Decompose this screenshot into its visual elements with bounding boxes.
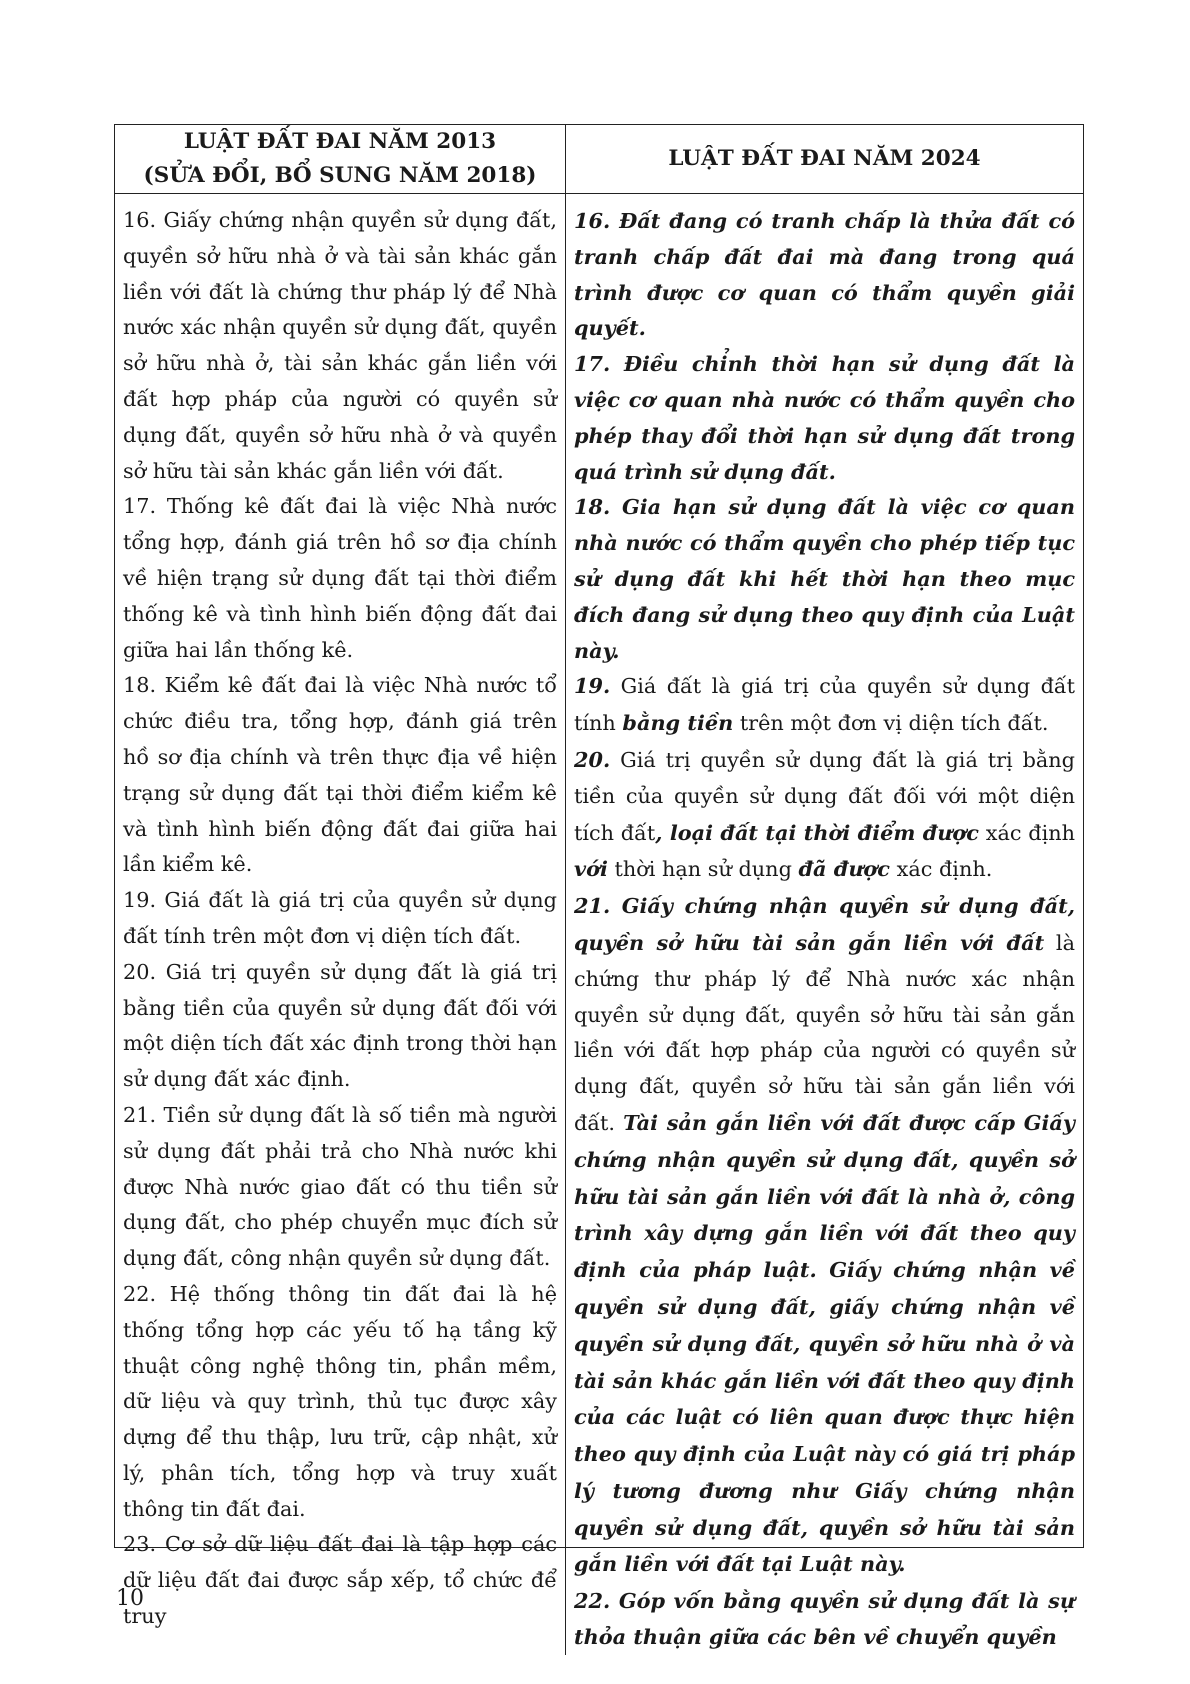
right-clause-20-emphasis-2: với bbox=[574, 856, 608, 882]
left-clause-18: 18. Kiểm kê đất đai là việc Nhà nước tổ chức điều tra, tổng hợp, đánh giá trên hồ sơ địa chính và trên thực địa về hiện trạng sử dụng đất tại thời điểm kiểm kê và tình hình biến động đất đai giữa hai lần kiểm kê. bbox=[123, 673, 557, 877]
right-clause-20-number: 20. bbox=[574, 746, 611, 772]
header-right-title: LUẬT ĐẤT ĐAI NĂM 2024 bbox=[668, 146, 981, 171]
right-column-2024 bbox=[566, 194, 1083, 1655]
right-clause-16: 16. Đất đang có tranh chấp là thửa đất có tranh chấp đất đai mà đang trong quá trình được cơ quan có thẩm quyền giải quyết. bbox=[574, 208, 1075, 341]
left-clause-21: 21. Tiền sử dụng đất là số tiền mà người sử dụng đất phải trả cho Nhà nước khi được Nhà nước giao đất có thu tiền sử dụng đất, cho phép chuyển mục đích sử dụng đất, công nhận quyền sử dụng đất. bbox=[123, 1102, 557, 1271]
left-column-2013 bbox=[115, 194, 566, 1655]
right-clause-21-text: là chứng thư pháp lý để Nhà nước xác nhận quyền sử dụng đất, quyền sở hữu tài sản gắn liền với đất hợp pháp của người có quyền sử dụng đất, quyền sở hữu tài sản gắn liền với đất. bbox=[574, 930, 1075, 1135]
right-clause-20-emphasis-3: đã được bbox=[798, 856, 890, 882]
right-clause-20-tail: xác định. bbox=[889, 857, 993, 882]
header-left-subtitle: (SỬA ĐỔI, BỔ SUNG NĂM 2018) bbox=[143, 163, 537, 188]
right-clause-20-emphasis-1: , loại đất tại thời điểm được bbox=[655, 819, 979, 845]
right-clause-19-text: Giá đất là giá trị của quyền sử dụng đất tính bbox=[574, 674, 1075, 736]
right-clause-17: 17. Điều chỉnh thời hạn sử dụng đất là việc cơ quan nhà nước có thẩm quyền cho phép thay đổi thời hạn sử dụng đất trong quá trình sử dụng đất. bbox=[574, 351, 1075, 484]
right-clause-19-number: 19. bbox=[574, 673, 611, 699]
left-clause-23: 23. Cơ sở dữ liệu đất đai là tập hợp các dữ liệu đất đai được sắp xếp, tổ chức để truy bbox=[123, 1532, 557, 1629]
left-clause-17: 17. Thống kê đất đai là việc Nhà nước tổng hợp, đánh giá trên hồ sơ địa chính về hiện trạng sử dụng đất tại thời điểm thống kê và tình hình biến động đất đai giữa hai lần thống kê. bbox=[123, 494, 557, 662]
right-clause-21 bbox=[574, 888, 1075, 1583]
page-number: 10 bbox=[116, 1586, 144, 1611]
right-clause-19-emphasis: bằng tiền bbox=[622, 710, 734, 736]
header-left-cell bbox=[115, 125, 566, 193]
left-clause-19: 19. Giá đất là giá trị của quyền sử dụng đất tính trên một đơn vị diện tích đất. bbox=[123, 888, 557, 948]
right-clause-20-text: Giá trị quyền sử dụng đất là giá trị bằng tiền của quyền sử dụng đất đối với một diện tích đất bbox=[574, 747, 1075, 845]
table-header-row bbox=[115, 125, 1083, 194]
right-clause-19 bbox=[574, 668, 1075, 742]
right-clause-18: 18. Gia hạn sử dụng đất là việc cơ quan nhà nước có thẩm quyền cho phép tiếp tục sử dụng đất khi hết thời hạn theo mục đích đang sử dụng theo quy định của Luật này. bbox=[574, 494, 1075, 663]
right-clause-19-tail: trên một đơn vị diện tích đất. bbox=[733, 711, 1049, 736]
right-clause-20 bbox=[574, 742, 1075, 888]
right-clause-21-title: 21. Giấy chứng nhận quyền sử dụng đất, quyền sở hữu tài sản gắn liền với đất bbox=[574, 893, 1075, 955]
header-left-title: LUẬT ĐẤT ĐAI NĂM 2013 bbox=[183, 129, 497, 154]
header-right-cell bbox=[566, 125, 1083, 193]
right-clause-20-text-2: xác định bbox=[978, 820, 1076, 845]
table-body-row bbox=[115, 194, 1083, 1655]
left-clause-16: 16. Giấy chứng nhận quyền sử dụng đất, quyền sở hữu nhà ở và tài sản khác gắn liền với đất là chứng thư pháp lý để Nhà nước xác nhận quyền sử dụng đất, quyền sở hữu nhà ở, tài sản khác gắn liền với đất hợp pháp của người có quyền sử dụng đất, quyền sở hữu nhà ở và quyền sở hữu tài sản khác gắn liền với đất. bbox=[123, 208, 557, 483]
right-clause-20-text-3: thời hạn sử dụng bbox=[607, 857, 799, 882]
left-clause-20: 20. Giá trị quyền sử dụng đất là giá trị bằng tiền của quyền sử dụng đất đối với một diện tích đất xác định trong thời hạn sử dụng đất xác định. bbox=[123, 959, 557, 1092]
right-clause-22: 22. Góp vốn bằng quyền sử dụng đất là sự thỏa thuận giữa các bên về chuyển quyền bbox=[574, 1588, 1075, 1650]
right-clause-21-emphasis: Tài sản gắn liền với đất được cấp Giấy chứng nhận quyền sử dụng đất, quyền sở hữu tài sản gắn liền với đất là nhà ở, công trình xây dựng gắn liền với đất theo quy định của pháp luật. Giấy chứng nhận về quyền sử dụng đất, giấy chứng nhận về quyền sử dụng đất, quyền sở hữu nhà ở và tài sản khác gắn liền với đất theo quy định của các luật có liên quan được thực hiện theo quy định của Luật này có giá trị pháp lý tương đương như Giấy chứng nhận quyền sử dụng đất, quyền sở hữu tài sản gắn liền với đất tại Luật này. bbox=[574, 1109, 1075, 1577]
left-clause-22: 22. Hệ thống thông tin đất đai là hệ thống tổng hợp các yếu tố hạ tầng kỹ thuật công nghệ thông tin, phần mềm, dữ liệu và quy trình, thủ tục được xây dựng để thu thập, lưu trữ, cập nhật, xử lý, phân tích, tổng hợp và truy xuất thông tin đất đai. bbox=[123, 1281, 557, 1521]
